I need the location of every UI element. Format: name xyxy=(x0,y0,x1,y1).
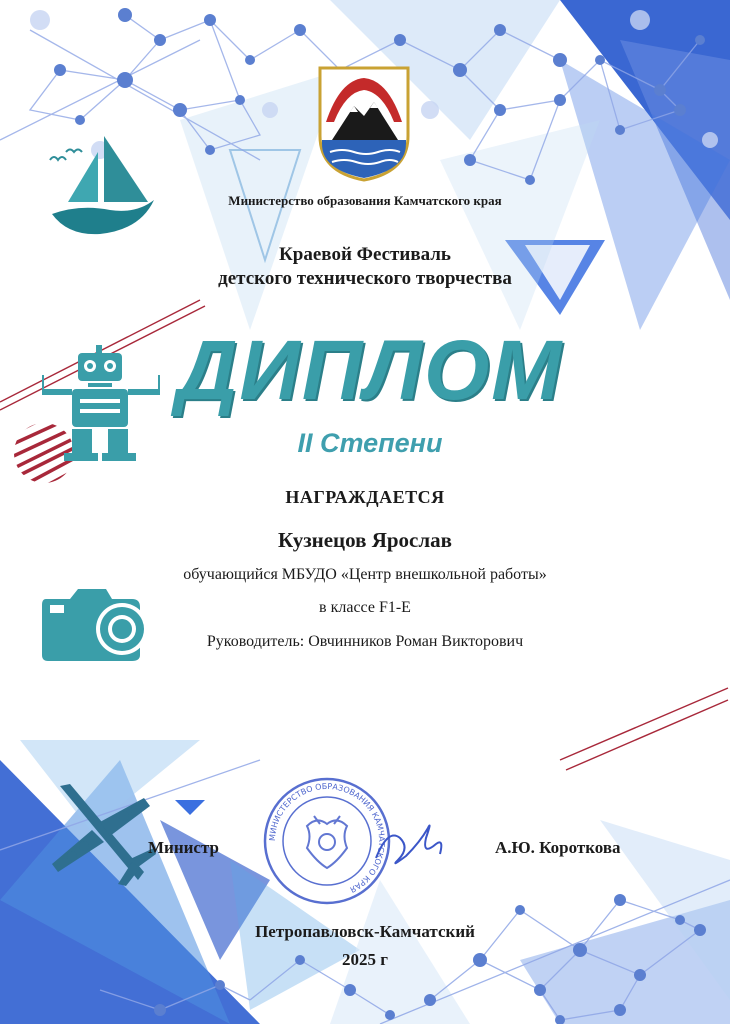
awarded-label: НАГРАЖДАЕТСЯ xyxy=(285,487,445,507)
diploma-degree: II Степени xyxy=(297,428,443,458)
coat-of-arms-icon xyxy=(318,66,410,182)
signature xyxy=(370,808,450,878)
supervisor-line: Руководитель: Овчинников Роман Викторович xyxy=(206,633,524,650)
year: 2025 г xyxy=(342,950,388,969)
camera-icon xyxy=(40,585,152,663)
signatory-position: Министр xyxy=(148,838,219,857)
seagulls-icon xyxy=(48,146,84,168)
robot-icon xyxy=(42,345,160,463)
signatory-name: А.Ю. Короткова xyxy=(495,838,621,857)
diploma-title: ДИПЛОМ xyxy=(176,323,564,417)
airplane-icon xyxy=(48,780,158,890)
festival-title-line2: детского технического творчества xyxy=(218,268,512,289)
institution-line: обучающийся МБУДО «Центр внешкольной работы» xyxy=(183,566,547,583)
recipient-name: Кузнецов Ярослав xyxy=(277,528,453,552)
class-line: в классе F1-E xyxy=(319,599,411,616)
ministry-name: Министерство образования Камчатского края xyxy=(228,193,502,208)
svg-text:МИНИСТЕРСТВО ОБРАЗОВАНИЯ КАМЧА: МИНИСТЕРСТВО ОБРАЗОВАНИЯ КАМЧАТСКОГО КРАЯ xyxy=(267,781,387,895)
city: Петропавловск-Камчатский xyxy=(255,922,475,941)
festival-title-line1: Краевой Фестиваль xyxy=(279,244,451,265)
